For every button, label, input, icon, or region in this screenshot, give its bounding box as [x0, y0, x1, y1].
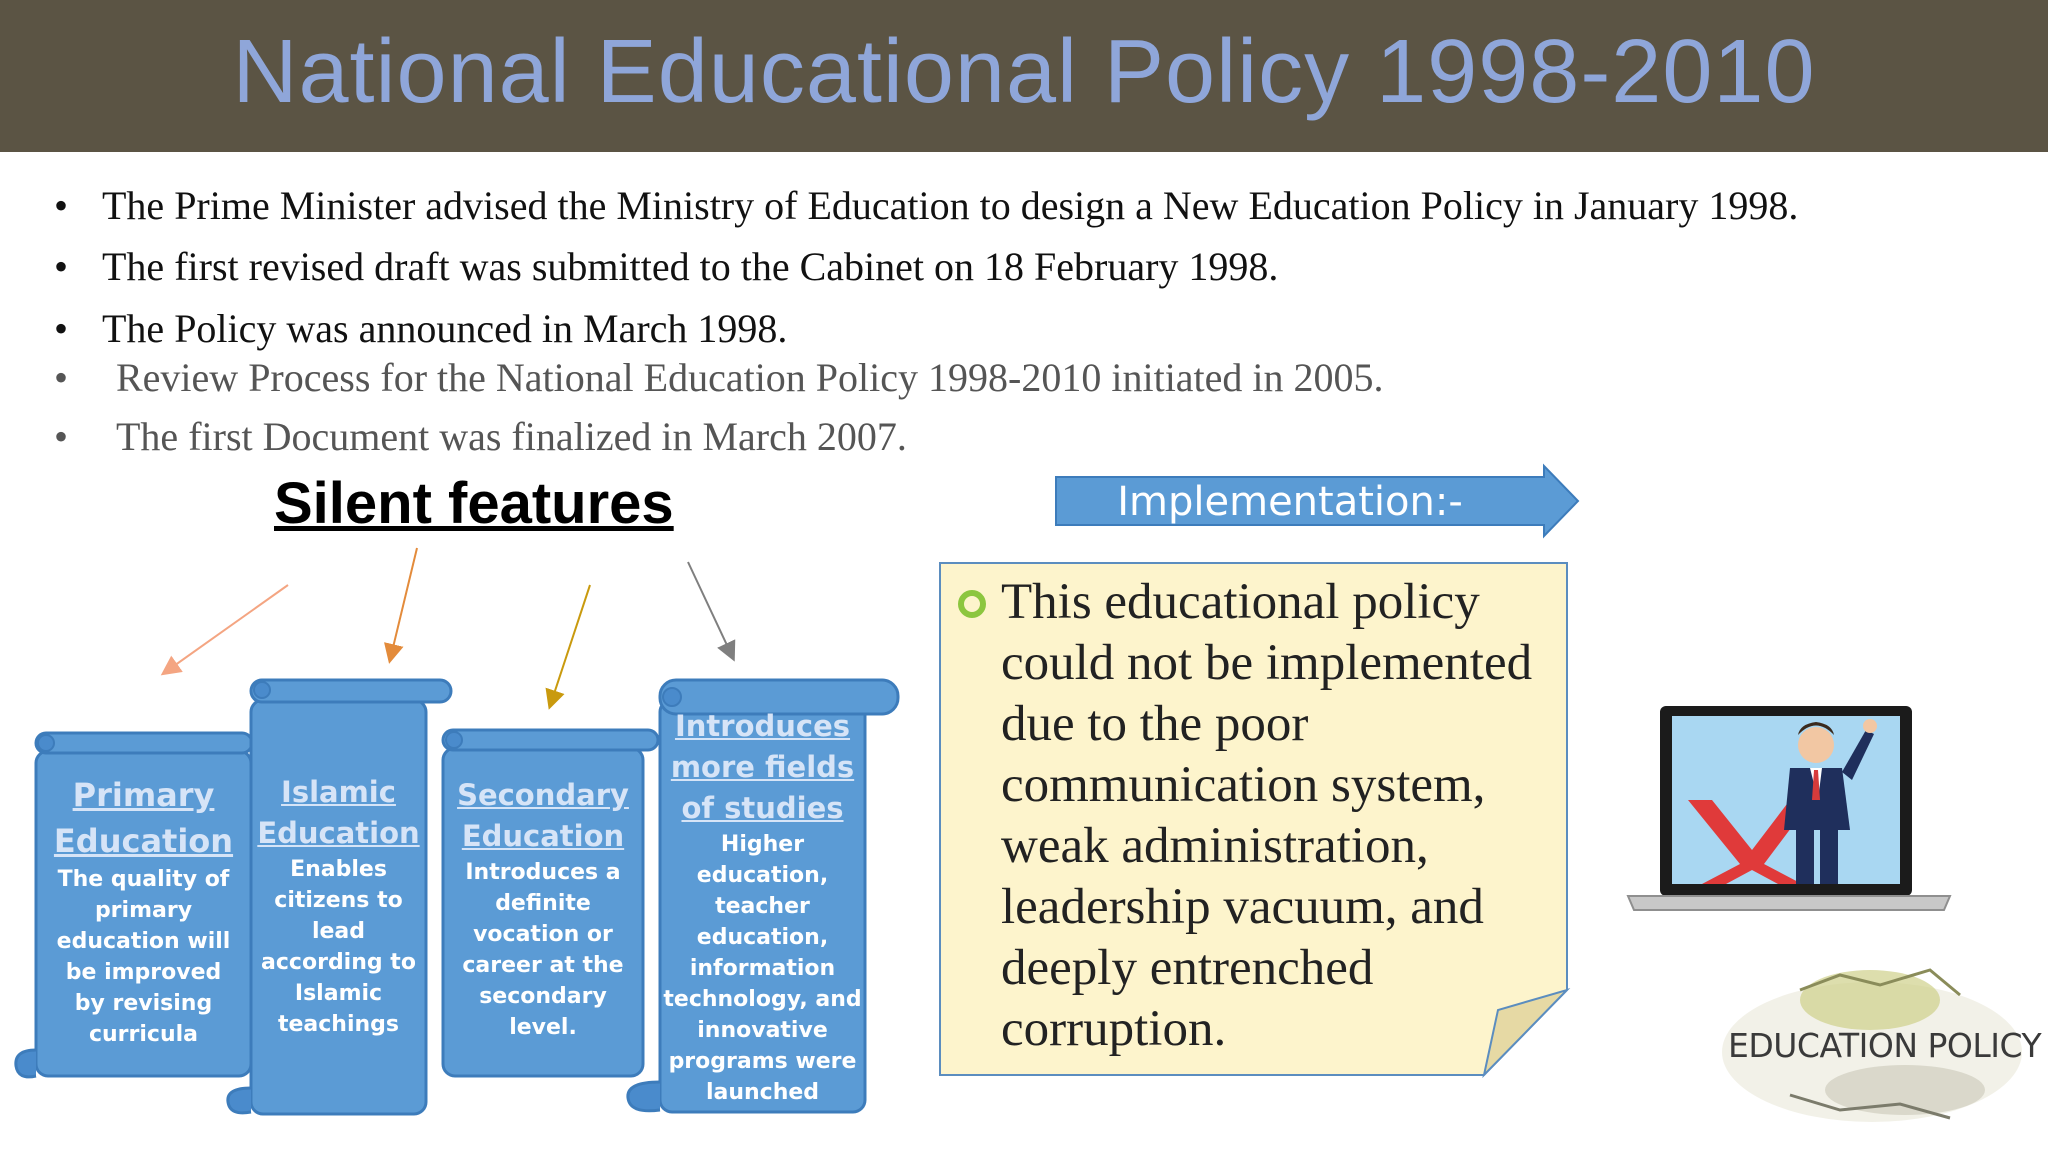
education-policy-logo-text: EDUCATION POLICY — [1728, 1026, 2042, 1065]
silent-features-heading: Silent features — [274, 471, 674, 536]
scroll-heading-line: Education — [461, 819, 625, 853]
bullet-text: The first revised draft was submitted to the Cabinet on 18 February 1998. — [102, 244, 1279, 289]
scroll-heading — [443, 775, 643, 857]
scroll-body-line: Higher — [720, 832, 805, 857]
scroll-body-line: curricula — [88, 1022, 199, 1047]
scroll-body-line: Enables — [290, 857, 387, 882]
scroll-body-line: The quality of — [57, 867, 230, 892]
scroll-islamic-education — [251, 772, 426, 1040]
slide-title: National Educational Policy 1998-2010 — [232, 21, 1816, 122]
scroll-body-line: secondary — [479, 984, 607, 1009]
connector-arrow — [164, 585, 288, 673]
scroll-heading-line: Islamic — [281, 775, 396, 809]
note-line: deeply entrenched — [1001, 940, 1374, 996]
scroll-body-line: by revising — [74, 991, 213, 1016]
scroll-heading-line: Introduces — [674, 709, 851, 743]
bullet-marker: • — [54, 306, 69, 351]
scroll-body-line: technology, and — [663, 987, 862, 1012]
bullet-text: The first Document was finalized in March 2007. — [116, 414, 907, 459]
implementation-label: Implementation:- — [1117, 479, 1463, 525]
implementation-note — [1001, 572, 1561, 1060]
scroll-heading — [660, 706, 865, 829]
scroll-body-line: career at the — [462, 953, 624, 978]
scroll-primary-education — [36, 772, 251, 1050]
note-line: due to the poor — [1001, 696, 1309, 752]
note-line: weak administration, — [1001, 818, 1429, 874]
scroll-body-line: be improved — [65, 960, 222, 985]
bullet-text: The Prime Minister advised the Ministry of Education to design a New Education Policy in January 1998. — [102, 183, 1799, 228]
scroll-body-line: according to — [261, 950, 416, 975]
scroll-heading-line: Education — [257, 816, 420, 850]
scroll-heading-line: Primary — [72, 776, 215, 814]
scroll-body-line: programs were — [668, 1049, 857, 1074]
scroll-body-line: definite — [495, 891, 591, 916]
bullet-text: The Policy was announced in March 1998. — [102, 306, 788, 351]
scroll-body-line: vocation or — [473, 922, 613, 947]
scroll-body-line: innovative — [697, 1018, 828, 1043]
scroll-body — [443, 857, 643, 1043]
bullet-marker: • — [54, 355, 69, 400]
scroll-body-line: Introduces a — [465, 860, 621, 885]
note-bullet-icon — [958, 590, 986, 618]
scroll-body — [36, 864, 251, 1050]
scroll-more-fields-of-studies — [660, 706, 865, 1108]
scroll-body-line: lead — [311, 919, 366, 944]
bullet-text: Review Process for the National Education Policy 1998-2010 initiated in 2005. — [116, 355, 1384, 400]
laptop-presenter-icon — [1628, 706, 1950, 910]
note-line: communication system, — [1001, 757, 1486, 813]
scroll-body — [251, 854, 426, 1040]
scroll-body-line: primary — [94, 898, 193, 923]
scroll-body-line: education, — [696, 863, 829, 888]
bullet-marker: • — [54, 414, 69, 459]
scroll-body-line: information — [689, 956, 836, 981]
scroll-heading-line: Education — [53, 822, 234, 860]
note-line: corruption. — [1001, 1001, 1227, 1057]
note-line: could not be implemented — [1001, 635, 1533, 691]
scroll-body-line: Islamic — [294, 981, 383, 1006]
connector-arrow — [390, 548, 417, 660]
scroll-body-line: education, — [696, 925, 829, 950]
scroll-secondary-education — [443, 775, 643, 1043]
scroll-heading — [251, 772, 426, 854]
connector-arrow — [688, 562, 733, 658]
connector-arrow — [550, 585, 590, 706]
scroll-body-line: citizens to — [274, 888, 403, 913]
scroll-body — [660, 829, 865, 1108]
bullet-marker: • — [54, 244, 69, 289]
scroll-body-line: teachings — [277, 1012, 400, 1037]
scroll-heading-line: Secondary — [457, 778, 629, 812]
scroll-heading — [36, 772, 251, 864]
note-line: This educational policy — [1001, 574, 1480, 630]
scroll-heading-line: of studies — [681, 791, 844, 825]
scroll-body-line: level. — [509, 1015, 577, 1040]
note-line: leadership vacuum, and — [1001, 879, 1484, 935]
scroll-body-line: education will — [56, 929, 231, 954]
scroll-heading-line: more fields — [670, 750, 855, 784]
scroll-body-line: teacher — [715, 894, 810, 919]
scroll-body-line: launched — [705, 1080, 820, 1105]
bullet-marker: • — [54, 183, 69, 228]
